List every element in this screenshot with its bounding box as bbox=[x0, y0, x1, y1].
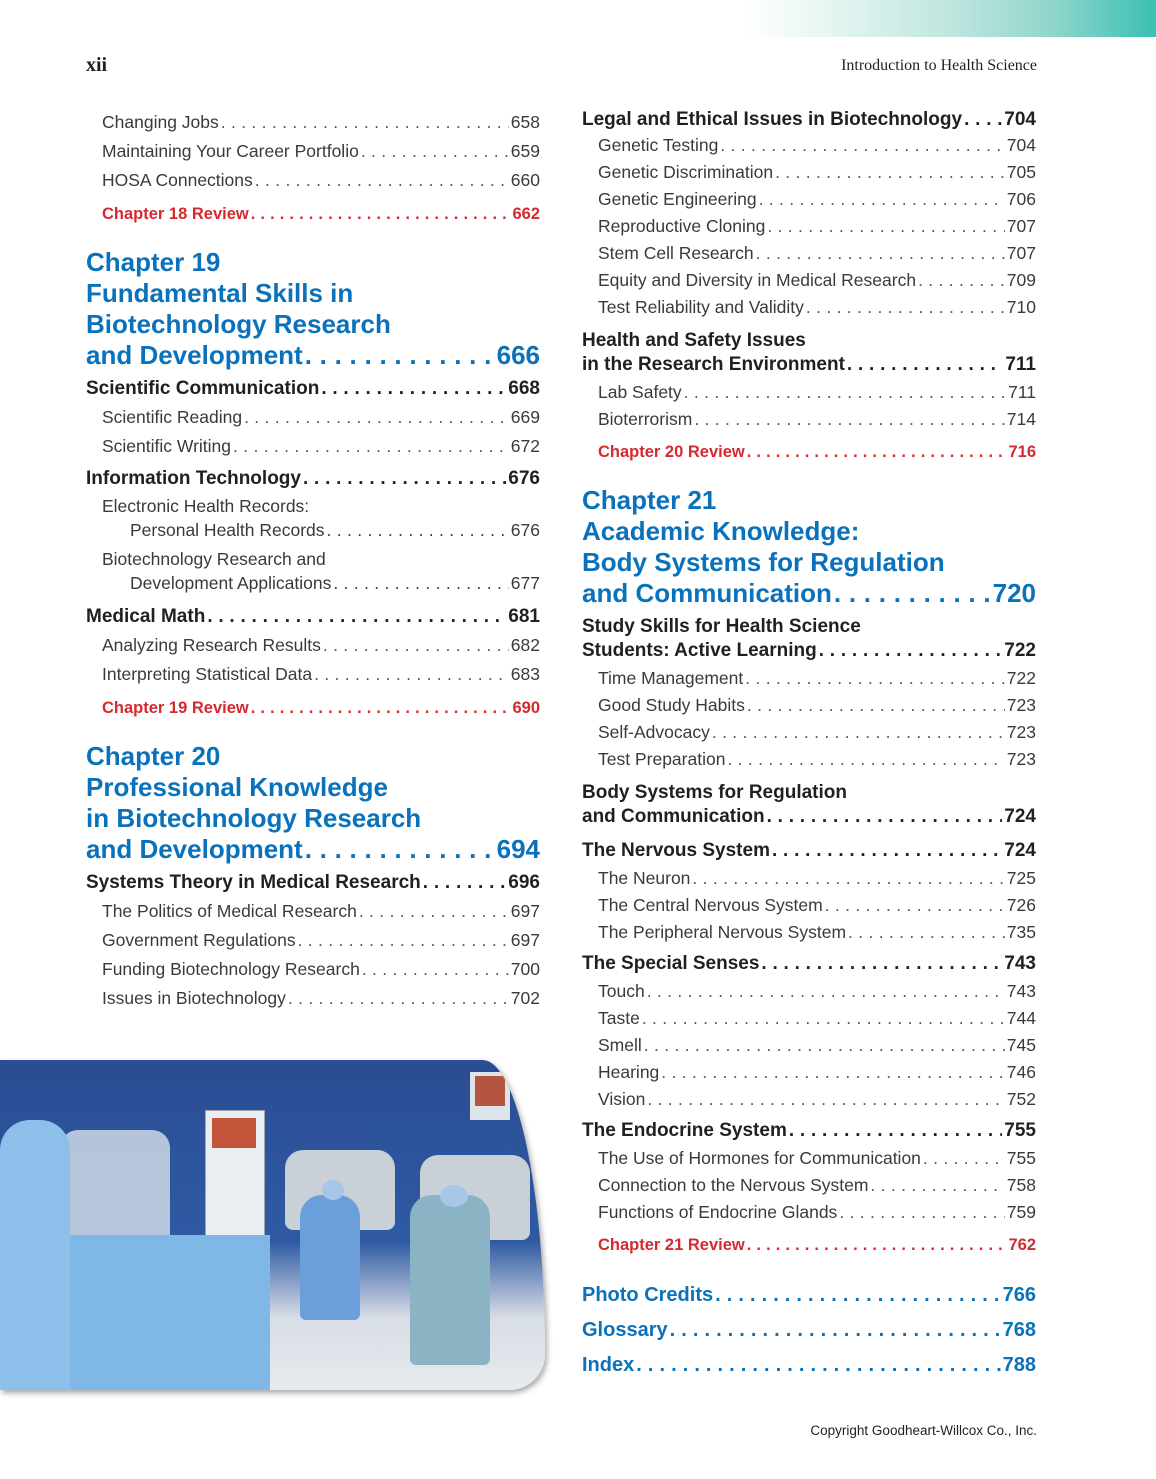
toc-entry[interactable]: Test Reliability and Validity . . . 710 bbox=[582, 294, 1036, 321]
leader-dots bbox=[775, 159, 1005, 186]
leader-dots bbox=[255, 166, 509, 195]
leader-dots bbox=[789, 1119, 1002, 1143]
toc-entry[interactable]: Smell . . . 745 bbox=[582, 1032, 1036, 1059]
leader-dots bbox=[747, 433, 1007, 471]
leader-dots bbox=[359, 897, 509, 926]
leader-dots bbox=[848, 919, 1005, 946]
toc-entry[interactable]: Reproductive Cloning . . . 707 bbox=[582, 213, 1036, 240]
toc-entry[interactable]: Interpreting Statistical Data . . . 683 bbox=[86, 660, 540, 689]
toc-entry[interactable]: Biotechnology Research and Development Applications . . . 677 bbox=[86, 547, 540, 595]
leader-dots bbox=[806, 294, 1005, 321]
toc-entry[interactable]: Test Preparation . . . 723 bbox=[582, 746, 1036, 773]
leader-dots bbox=[305, 834, 495, 865]
toc-entry[interactable]: Scientific Reading . . . 669 bbox=[86, 403, 540, 432]
leader-dots bbox=[314, 660, 509, 689]
page-ref: 660 bbox=[510, 170, 540, 190]
leader-dots bbox=[747, 1226, 1007, 1264]
toc-section[interactable]: The Special Senses . . . 743 bbox=[582, 952, 1036, 976]
copyright-notice: Copyright Goodheart-Willcox Co., Inc. bbox=[810, 1423, 1037, 1438]
chapter-review-link[interactable]: Chapter 19 Review . . . 690 bbox=[86, 689, 540, 723]
toc-entry[interactable]: Issues in Biotechnology . . . 702 bbox=[86, 984, 540, 1013]
chapter-heading-21[interactable]: Chapter 21 Academic Knowledge: Body Systems for Regulation and Communication . . . 720 bbox=[582, 485, 1036, 609]
toc-entry[interactable]: Analyzing Research Results . . . 682 bbox=[86, 631, 540, 660]
leader-dots bbox=[715, 1278, 1001, 1313]
leader-dots bbox=[323, 631, 509, 660]
leader-dots bbox=[870, 1172, 1004, 1199]
back-matter-glossary[interactable]: Glossary . . . 768 bbox=[582, 1313, 1036, 1348]
leader-dots bbox=[819, 639, 1003, 663]
leader-dots bbox=[694, 406, 1004, 433]
leader-dots bbox=[644, 1032, 1005, 1059]
leader-dots bbox=[288, 984, 509, 1013]
chapter-heading-20[interactable]: Chapter 20 Professional Knowledge in Biotechnology Research and Development . . . 694 bbox=[86, 741, 540, 865]
leader-dots bbox=[772, 839, 1002, 863]
leader-dots bbox=[834, 578, 991, 609]
leader-dots bbox=[767, 213, 1004, 240]
back-matter-photo-credits[interactable]: Photo Credits . . . 766 bbox=[582, 1278, 1036, 1313]
leader-dots bbox=[305, 340, 495, 371]
leader-dots bbox=[207, 605, 506, 629]
toc-section[interactable]: Information Technology . . . 676 bbox=[86, 467, 540, 491]
toc-entry[interactable]: Taste . . . 744 bbox=[582, 1005, 1036, 1032]
toc-entry[interactable]: Funding Biotechnology Research . . . 700 bbox=[86, 955, 540, 984]
leader-dots bbox=[825, 892, 1005, 919]
toc-entry[interactable]: Equity and Diversity in Medical Research . . . 709 bbox=[582, 267, 1036, 294]
page-ref: 659 bbox=[510, 141, 540, 161]
toc-entry[interactable]: The Central Nervous System . . . 726 bbox=[582, 892, 1036, 919]
leader-dots bbox=[361, 137, 509, 166]
chapter-review-link[interactable]: Chapter 20 Review . . . 716 bbox=[582, 433, 1036, 467]
toc-entry[interactable]: The Peripheral Nervous System . . . 735 bbox=[582, 919, 1036, 946]
leader-dots bbox=[839, 1199, 1004, 1226]
toc-entry[interactable]: Genetic Testing . . . 704 bbox=[582, 132, 1036, 159]
leader-dots bbox=[923, 1145, 1005, 1172]
leader-dots bbox=[712, 719, 1005, 746]
leader-dots bbox=[333, 571, 508, 595]
leader-dots bbox=[745, 665, 1005, 692]
leader-dots bbox=[298, 926, 509, 955]
robotic-surgery-photo bbox=[0, 1060, 545, 1390]
toc-section[interactable]: Body Systems for Regulation and Communication . . . 724 bbox=[582, 781, 1036, 829]
leader-dots bbox=[747, 692, 1005, 719]
leader-dots bbox=[303, 467, 506, 491]
chapter-review-link[interactable]: Chapter 21 Review . . . 762 bbox=[582, 1226, 1036, 1260]
toc-entry[interactable]: Vision . . . 752 bbox=[582, 1086, 1036, 1113]
toc-entry[interactable]: Functions of Endocrine Glands . . . 759 bbox=[582, 1199, 1036, 1226]
toc-section[interactable]: Study Skills for Health Science Students: Active Learning . . . 722 bbox=[582, 615, 1036, 663]
leader-dots bbox=[684, 379, 1006, 406]
toc-entry[interactable]: Electronic Health Records: Personal Health Records . . . 676 bbox=[86, 494, 540, 542]
leader-dots bbox=[759, 186, 1005, 213]
leader-dots bbox=[918, 267, 1005, 294]
toc-entry[interactable]: Lab Safety . . . 711 bbox=[582, 379, 1036, 406]
leader-dots bbox=[720, 132, 1004, 159]
leader-dots bbox=[847, 353, 1003, 377]
leader-dots bbox=[756, 240, 1005, 267]
running-head-title: Introduction to Health Science bbox=[841, 57, 1037, 74]
toc-entry[interactable]: Genetic Discrimination . . . 705 bbox=[582, 159, 1036, 186]
toc-entry[interactable]: Genetic Engineering . . . 706 bbox=[582, 186, 1036, 213]
leader-dots bbox=[761, 952, 1002, 976]
toc-section[interactable]: Health and Safety Issues in the Research Environment . . . 711 bbox=[582, 329, 1036, 377]
toc-entry[interactable]: Bioterrorism . . . 714 bbox=[582, 406, 1036, 433]
leader-dots bbox=[251, 195, 511, 233]
toc-entry[interactable]: Stem Cell Research . . . 707 bbox=[582, 240, 1036, 267]
toc-entry[interactable]: Government Regulations . . . 697 bbox=[86, 926, 540, 955]
back-matter-index[interactable]: Index . . . 788 bbox=[582, 1348, 1036, 1383]
leader-dots bbox=[251, 689, 511, 727]
leader-dots bbox=[244, 403, 509, 432]
toc-section[interactable]: Systems Theory in Medical Research . . . 696 bbox=[86, 871, 540, 895]
toc-entry[interactable]: Connection to the Nervous System . . . 758 bbox=[582, 1172, 1036, 1199]
leader-dots bbox=[727, 746, 1004, 773]
toc-entry[interactable]: The Neuron . . . 725 bbox=[582, 865, 1036, 892]
toc-entry[interactable]: Good Study Habits . . . 723 bbox=[582, 692, 1036, 719]
leader-dots bbox=[692, 865, 1004, 892]
leader-dots bbox=[767, 805, 1003, 829]
toc-entry[interactable]: Changing Jobs . . . 658 bbox=[86, 108, 540, 137]
leader-dots bbox=[221, 108, 509, 137]
toc-section[interactable]: Scientific Communication . . . 668 bbox=[86, 377, 540, 401]
page-ref: 658 bbox=[510, 112, 540, 132]
toc-entry[interactable]: Touch . . . 743 bbox=[582, 978, 1036, 1005]
toc-section[interactable]: The Endocrine System . . . 755 bbox=[582, 1119, 1036, 1143]
toc-entry[interactable]: HOSA Connections . . . 660 bbox=[86, 166, 540, 195]
decorative-gradient-band bbox=[745, 0, 1156, 37]
toc-entry[interactable]: Scientific Writing . . . 672 bbox=[86, 432, 540, 461]
leader-dots bbox=[661, 1059, 1005, 1086]
toc-entry[interactable]: Maintaining Your Career Portfolio . . . 659 bbox=[86, 137, 540, 166]
toc-left-column bbox=[86, 108, 540, 1013]
leader-dots bbox=[964, 108, 1002, 132]
leader-dots bbox=[233, 432, 509, 461]
leader-dots bbox=[670, 1313, 1001, 1348]
chapter-review-link[interactable]: Chapter 18 Review . . . 662 bbox=[86, 195, 540, 229]
leader-dots bbox=[327, 518, 509, 542]
chapter-heading-19[interactable]: Chapter 19 Fundamental Skills in Biotechnology Research and Development . . . 666 bbox=[86, 247, 540, 371]
leader-dots bbox=[642, 1005, 1005, 1032]
toc-section[interactable]: Medical Math . . . 681 bbox=[86, 605, 540, 629]
leader-dots bbox=[636, 1348, 1000, 1383]
leader-dots bbox=[647, 978, 1005, 1005]
toc-entry[interactable]: The Politics of Medical Research . . . 697 bbox=[86, 897, 540, 926]
page-number: xii bbox=[86, 54, 108, 76]
toc-entry[interactable]: The Use of Hormones for Communication . . . 755 bbox=[582, 1145, 1036, 1172]
toc-entry[interactable]: Time Management . . . 722 bbox=[582, 665, 1036, 692]
toc-section[interactable]: The Nervous System . . . 724 bbox=[582, 839, 1036, 863]
leader-dots bbox=[423, 871, 507, 895]
toc-right-column bbox=[582, 108, 1036, 1383]
toc-section[interactable]: Legal and Ethical Issues in Biotechnology . . . 704 bbox=[582, 108, 1036, 132]
leader-dots bbox=[362, 955, 509, 984]
toc-entry[interactable]: Self-Advocacy . . . 723 bbox=[582, 719, 1036, 746]
leader-dots bbox=[647, 1086, 1004, 1113]
leader-dots bbox=[321, 377, 506, 401]
toc-entry[interactable]: Hearing . . . 746 bbox=[582, 1059, 1036, 1086]
